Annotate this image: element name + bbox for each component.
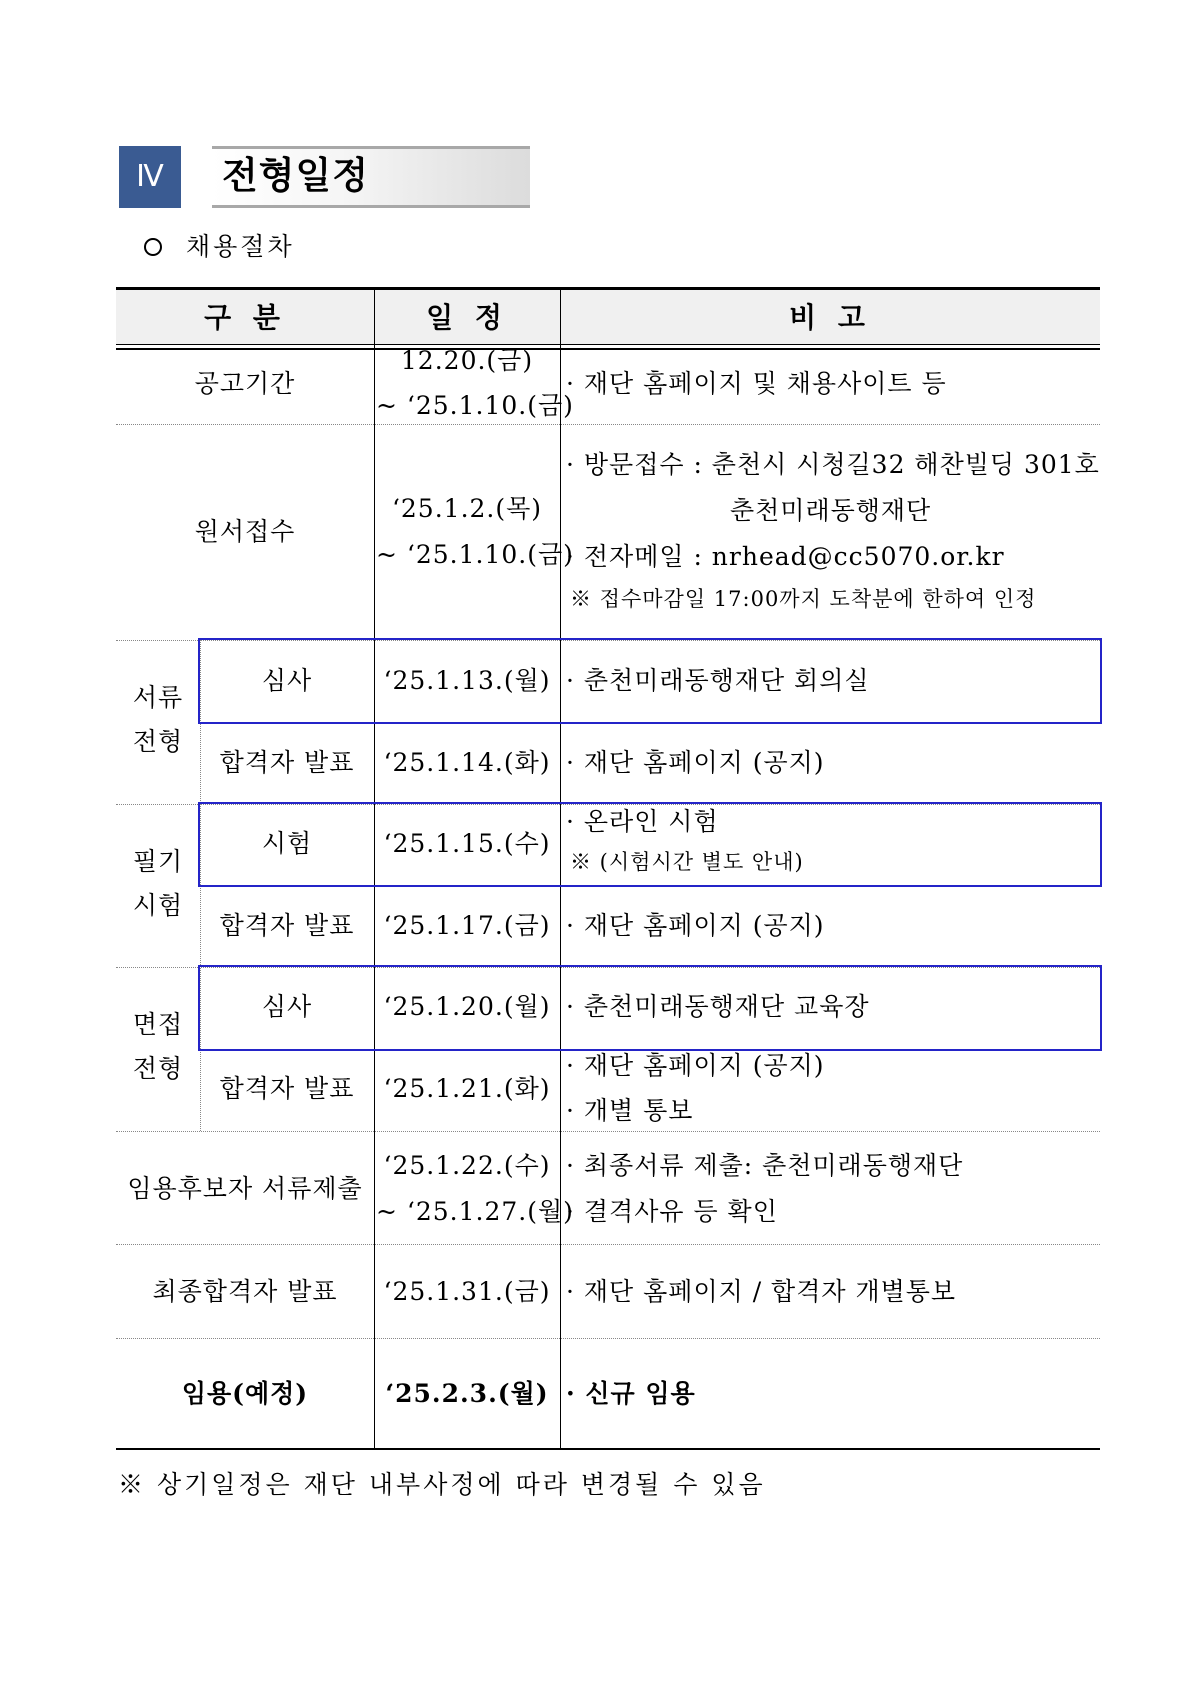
row-label-candidate-docs: 임용후보자 서류제출	[127, 1174, 363, 1203]
row-remark-final-result: · 재단 홈페이지 / 합격자 개별통보	[566, 1277, 957, 1306]
row-remark-application-org: 춘천미래동행재단	[730, 496, 932, 525]
group-label-document-1: 서류	[132, 683, 184, 712]
group-label-document-2: 전형	[132, 727, 184, 756]
row-date-final-result: ‘25.1.31.(금)	[383, 1277, 551, 1306]
row-date-interview-review: ‘25.1.20.(월)	[383, 992, 551, 1021]
highlight-box-document-review	[198, 638, 1102, 724]
row-date-document-review: ‘25.1.13.(월)	[383, 666, 551, 695]
highlight-box-written-exam	[198, 802, 1102, 887]
row-date-candidate-docs-start: ‘25.1.22.(수)	[383, 1151, 551, 1180]
row-remark-notice: · 재단 홈페이지 및 채용사이트 등	[566, 369, 947, 398]
row-label-written-exam: 시험	[261, 829, 313, 858]
row-label-document-review: 심사	[261, 666, 313, 695]
row-date-application-start: ‘25.1.2.(목)	[391, 494, 543, 523]
row-remark-application-visit: · 방문접수 : 춘천시 시청길32 해찬빌딩 301호	[566, 450, 1100, 479]
group-label-interview-2: 전형	[132, 1054, 184, 1083]
row-remark-written-exam: · 온라인 시험	[566, 807, 719, 836]
table-top-rule	[116, 287, 1100, 290]
row-date-candidate-docs-end: ~ ‘25.1.27.(월)	[376, 1197, 574, 1226]
highlight-box-interview-review	[198, 965, 1102, 1051]
row-label-interview-review: 심사	[261, 992, 313, 1021]
row-divider	[116, 1131, 1100, 1132]
row-remark-candidate-docs-2: · 결격사유 등 확인	[566, 1197, 778, 1226]
row-label-appointment: 임용(예정)	[181, 1379, 309, 1408]
row-date-appointment: ‘25.2.3.(월)	[385, 1379, 549, 1408]
row-date-notice-end: ~ ‘25.1.10.(금)	[376, 391, 574, 420]
row-date-document-result: ‘25.1.14.(화)	[383, 748, 551, 777]
row-divider	[116, 1338, 1100, 1339]
row-label-written-result: 합격자 발표	[219, 911, 355, 940]
group-label-written-1: 필기	[132, 847, 184, 876]
row-label-notice: 공고기간	[194, 369, 296, 398]
row-remark-candidate-docs-1: · 최종서류 제출: 춘천미래동행재단	[566, 1151, 964, 1180]
row-date-application-end: ~ ‘25.1.10.(금)	[376, 540, 574, 569]
row-remark-interview-review: · 춘천미래동행재단 교육장	[566, 992, 870, 1021]
header-schedule: 일 정	[426, 301, 508, 334]
row-remark-written-exam-note: ※ (시험시간 별도 안내)	[570, 850, 804, 874]
footnote: ※ 상기일정은 재단 내부사정에 따라 변경될 수 있음	[118, 1470, 766, 1499]
table-bottom-rule	[116, 1448, 1100, 1450]
row-remark-document-review: · 춘천미래동행재단 회의실	[566, 666, 870, 695]
header-rule-1	[116, 344, 1100, 345]
row-remark-interview-result-2: · 개별 통보	[566, 1096, 694, 1125]
section-number-badge: Ⅳ	[119, 146, 181, 208]
header-remarks: 비 고	[789, 301, 871, 334]
row-label-interview-result: 합격자 발표	[219, 1074, 355, 1103]
group-label-written-2: 시험	[132, 891, 184, 920]
subsection-title: 채용절차	[186, 232, 295, 261]
section-title: 전형일정	[222, 154, 369, 197]
row-remark-written-result: · 재단 홈페이지 (공지)	[566, 911, 825, 940]
row-date-written-result: ‘25.1.17.(금)	[383, 911, 551, 940]
header-rule-2	[116, 348, 1100, 350]
row-remark-appointment: · 신규 임용	[566, 1379, 696, 1408]
row-remark-application-note: ※ 접수마감일 17:00까지 도착분에 한하여 인정	[570, 587, 1037, 611]
group-label-interview-1: 면접	[132, 1010, 184, 1039]
row-date-notice-start: 12.20.(금)	[400, 346, 534, 375]
row-label-application: 원서접수	[194, 517, 296, 546]
row-remark-application-email: · 전자메일 : nrhead@cc5070.or.kr	[566, 542, 1005, 571]
row-remark-interview-result-1: · 재단 홈페이지 (공지)	[566, 1051, 825, 1080]
row-date-written-exam: ‘25.1.15.(수)	[383, 829, 551, 858]
row-label-document-result: 합격자 발표	[219, 748, 355, 777]
row-divider	[116, 424, 1100, 425]
circle-bullet-icon	[144, 238, 162, 256]
row-divider	[116, 1244, 1100, 1245]
row-label-final-result: 최종합격자 발표	[152, 1277, 338, 1306]
header-category: 구 분	[204, 301, 286, 334]
row-date-interview-result: ‘25.1.21.(화)	[383, 1074, 551, 1103]
row-remark-document-result: · 재단 홈페이지 (공지)	[566, 748, 825, 777]
